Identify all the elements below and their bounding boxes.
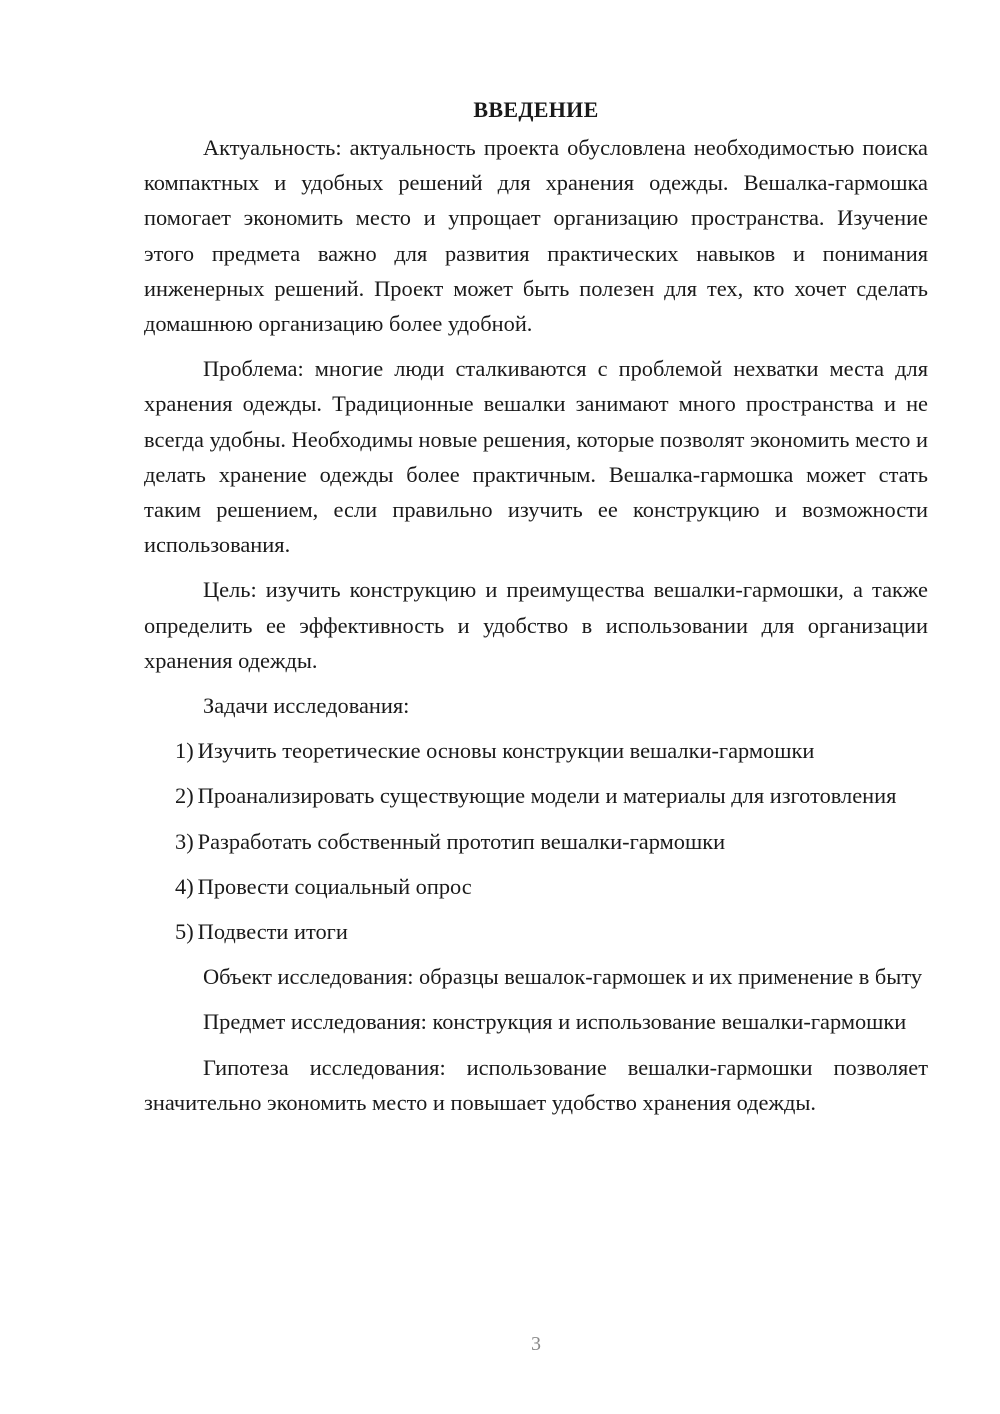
paragraph-subject: Предмет исследования: конструкция и использование вешалки-гармошки <box>203 1009 907 1035</box>
task-number: 1) <box>175 738 194 764</box>
task-item-3 <box>144 824 928 859</box>
task-text: Подвести итоги <box>197 919 348 945</box>
task-text: Провести социальный опрос <box>197 873 472 899</box>
task-text: Проанализировать существующие модели и материалы для изготовления <box>197 783 897 809</box>
task-number: 3) <box>175 828 194 854</box>
tasks-heading: Задачи исследования: <box>203 693 410 719</box>
paragraph-problem: Проблема: многие люди сталкиваются с проблемой нехватки места для хранения одежды. Традиционные вешалки занимают много пространства и не всегда удобны. Необходимы новые решения, которые позволят экономить место и делать хранение одежды более практичным. Вешалка-гармошка может стать таким решением, если правильно изучить ее конструкцию и возможности использования. <box>144 356 928 558</box>
task-text: Изучить теоретические основы конструкции вешалки-гармошки <box>197 738 815 764</box>
task-item-2 <box>144 778 928 813</box>
task-item-4 <box>144 869 928 904</box>
paragraph-object: Объект исследования: образцы вешалок-гармошек и их применение в быту <box>203 964 923 990</box>
task-number: 5) <box>175 919 194 945</box>
task-text: Разработать собственный прототип вешалки-гармошки <box>197 828 726 854</box>
task-number: 2) <box>175 783 194 809</box>
task-item-5 <box>144 914 928 949</box>
paragraph-goal: Цель: изучить конструкцию и преимущества вешалки-гармошки, а также определить ее эффективность и удобство в использовании для организации хранения одежды. <box>144 577 928 673</box>
task-number: 4) <box>175 873 194 899</box>
paragraph-relevance: Актуальность: актуальность проекта обусловлена необходимостью поиска компактных и удобных решений для хранения одежды. Вешалка-гармошка помогает экономить место и упрощает организацию пространства. Изучение этого предмета важно для развития практических навыков и понимания инженерных решений. Проект может быть полезен для тех, кто хочет сделать домашнюю организацию более удобной. <box>144 135 928 337</box>
page-number: 3 <box>531 1333 541 1355</box>
section-title: ВВЕДЕНИЕ <box>473 97 599 122</box>
task-item-1 <box>144 733 928 768</box>
paragraph-hypothesis: Гипотеза исследования: использование вешалки-гармошки позволяет значительно экономить место и повышает удобство хранения одежды. <box>144 1054 928 1115</box>
document-page <box>144 94 928 1130</box>
